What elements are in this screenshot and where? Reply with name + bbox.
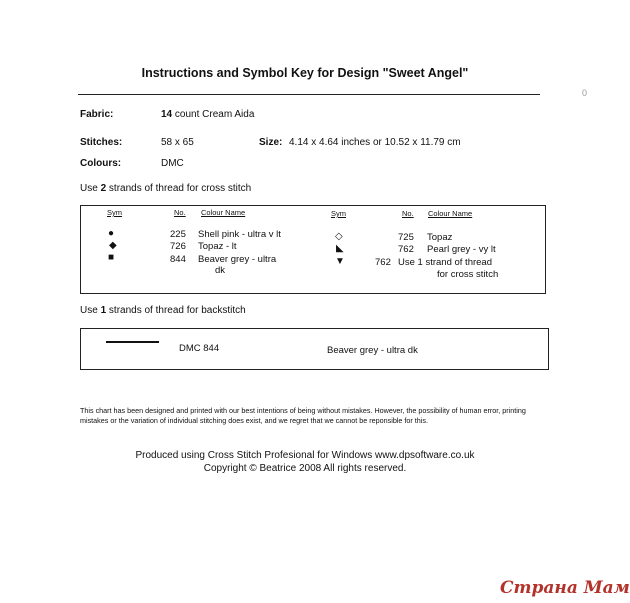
thread-number: 762 bbox=[375, 257, 391, 268]
cross-stitch-instruction bbox=[80, 183, 251, 194]
thread-number: 225 bbox=[170, 229, 186, 240]
cross-stitch-prefix: Use bbox=[80, 183, 98, 194]
thread-colour-name: Topaz bbox=[427, 232, 453, 243]
diamond-icon: ◆ bbox=[109, 240, 117, 251]
circle-icon: ● bbox=[108, 228, 115, 239]
disclaimer-text: This chart has been designed and printed with our best intentions of being without mistakes. However, the possibility of human error, printing mistakes or the variation of individual stitching does exist, and we regret that we cannot be reponsible for this. bbox=[80, 406, 526, 425]
produced-by: Produced using Cross Stitch Profesional for Windows www.dpsoftware.co.uk bbox=[135, 450, 475, 461]
triangle-down-icon: ▼ bbox=[335, 256, 345, 267]
thread-colour-name: Topaz - lt bbox=[198, 241, 237, 252]
thread-number: 726 bbox=[170, 241, 186, 252]
size-label: Size: bbox=[259, 137, 283, 148]
thread-colour-name: Pearl grey - vy lt bbox=[427, 244, 496, 255]
stitches-label: Stitches: bbox=[80, 137, 123, 148]
header-sym-right: Sym bbox=[331, 209, 346, 218]
backstitch-count: 1 bbox=[100, 305, 107, 316]
colours-label: Colours: bbox=[80, 158, 122, 169]
header-mark: 0 bbox=[582, 88, 588, 98]
fabric-description: count Cream Aida bbox=[174, 109, 255, 120]
document-title: Instructions and Symbol Key for Design "Sweet Angel" bbox=[141, 66, 469, 80]
thread-colour-name: Use 1 strand of thread bbox=[398, 257, 492, 268]
size-value: 4.14 x 4.64 inches or 10.52 x 11.79 cm bbox=[289, 137, 461, 148]
thread-number: 762 bbox=[398, 244, 414, 255]
backstitch-line-icon bbox=[106, 341, 159, 343]
header-sym-left: Sym bbox=[107, 208, 122, 217]
square-icon: ■ bbox=[108, 252, 115, 263]
backstitch-prefix: Use bbox=[80, 305, 98, 316]
copyright: Copyright © Beatrice 2008 All rights reserved. bbox=[203, 463, 407, 474]
backstitch-instruction bbox=[80, 305, 246, 316]
stitches-value: 58 x 65 bbox=[161, 137, 194, 148]
thread-number: 725 bbox=[398, 232, 414, 243]
corner-triangle-icon: ◣ bbox=[336, 243, 344, 254]
backstitch-table bbox=[80, 328, 549, 370]
watermark-logo: Страна Мам bbox=[500, 578, 630, 598]
thread-colour-name-continued: for cross stitch bbox=[437, 269, 499, 280]
backstitch-colour-name: Beaver grey - ultra dk bbox=[327, 345, 418, 356]
thread-colour-name-continued: dk bbox=[215, 265, 226, 276]
title-rule bbox=[78, 94, 540, 95]
header-colour-left: Colour Name bbox=[201, 208, 246, 217]
diamond-outline-icon: ◇ bbox=[335, 231, 343, 242]
thread-colour-name: Shell pink - ultra v lt bbox=[198, 229, 281, 240]
header-no-right: No. bbox=[402, 209, 414, 218]
thread-number: 844 bbox=[170, 254, 186, 265]
header-colour-right: Colour Name bbox=[428, 209, 473, 218]
fabric-value bbox=[161, 109, 254, 120]
thread-colour-name: Beaver grey - ultra bbox=[198, 254, 277, 265]
colours-value: DMC bbox=[161, 158, 184, 169]
backstitch-code: DMC 844 bbox=[179, 343, 220, 354]
cross-stitch-suffix: strands of thread for cross stitch bbox=[108, 183, 252, 194]
cross-stitch-count: 2 bbox=[100, 183, 107, 194]
fabric-label: Fabric: bbox=[80, 109, 114, 120]
fabric-count: 14 bbox=[161, 109, 173, 120]
backstitch-suffix: strands of thread for backstitch bbox=[108, 305, 246, 316]
header-no-left: No. bbox=[174, 208, 186, 217]
